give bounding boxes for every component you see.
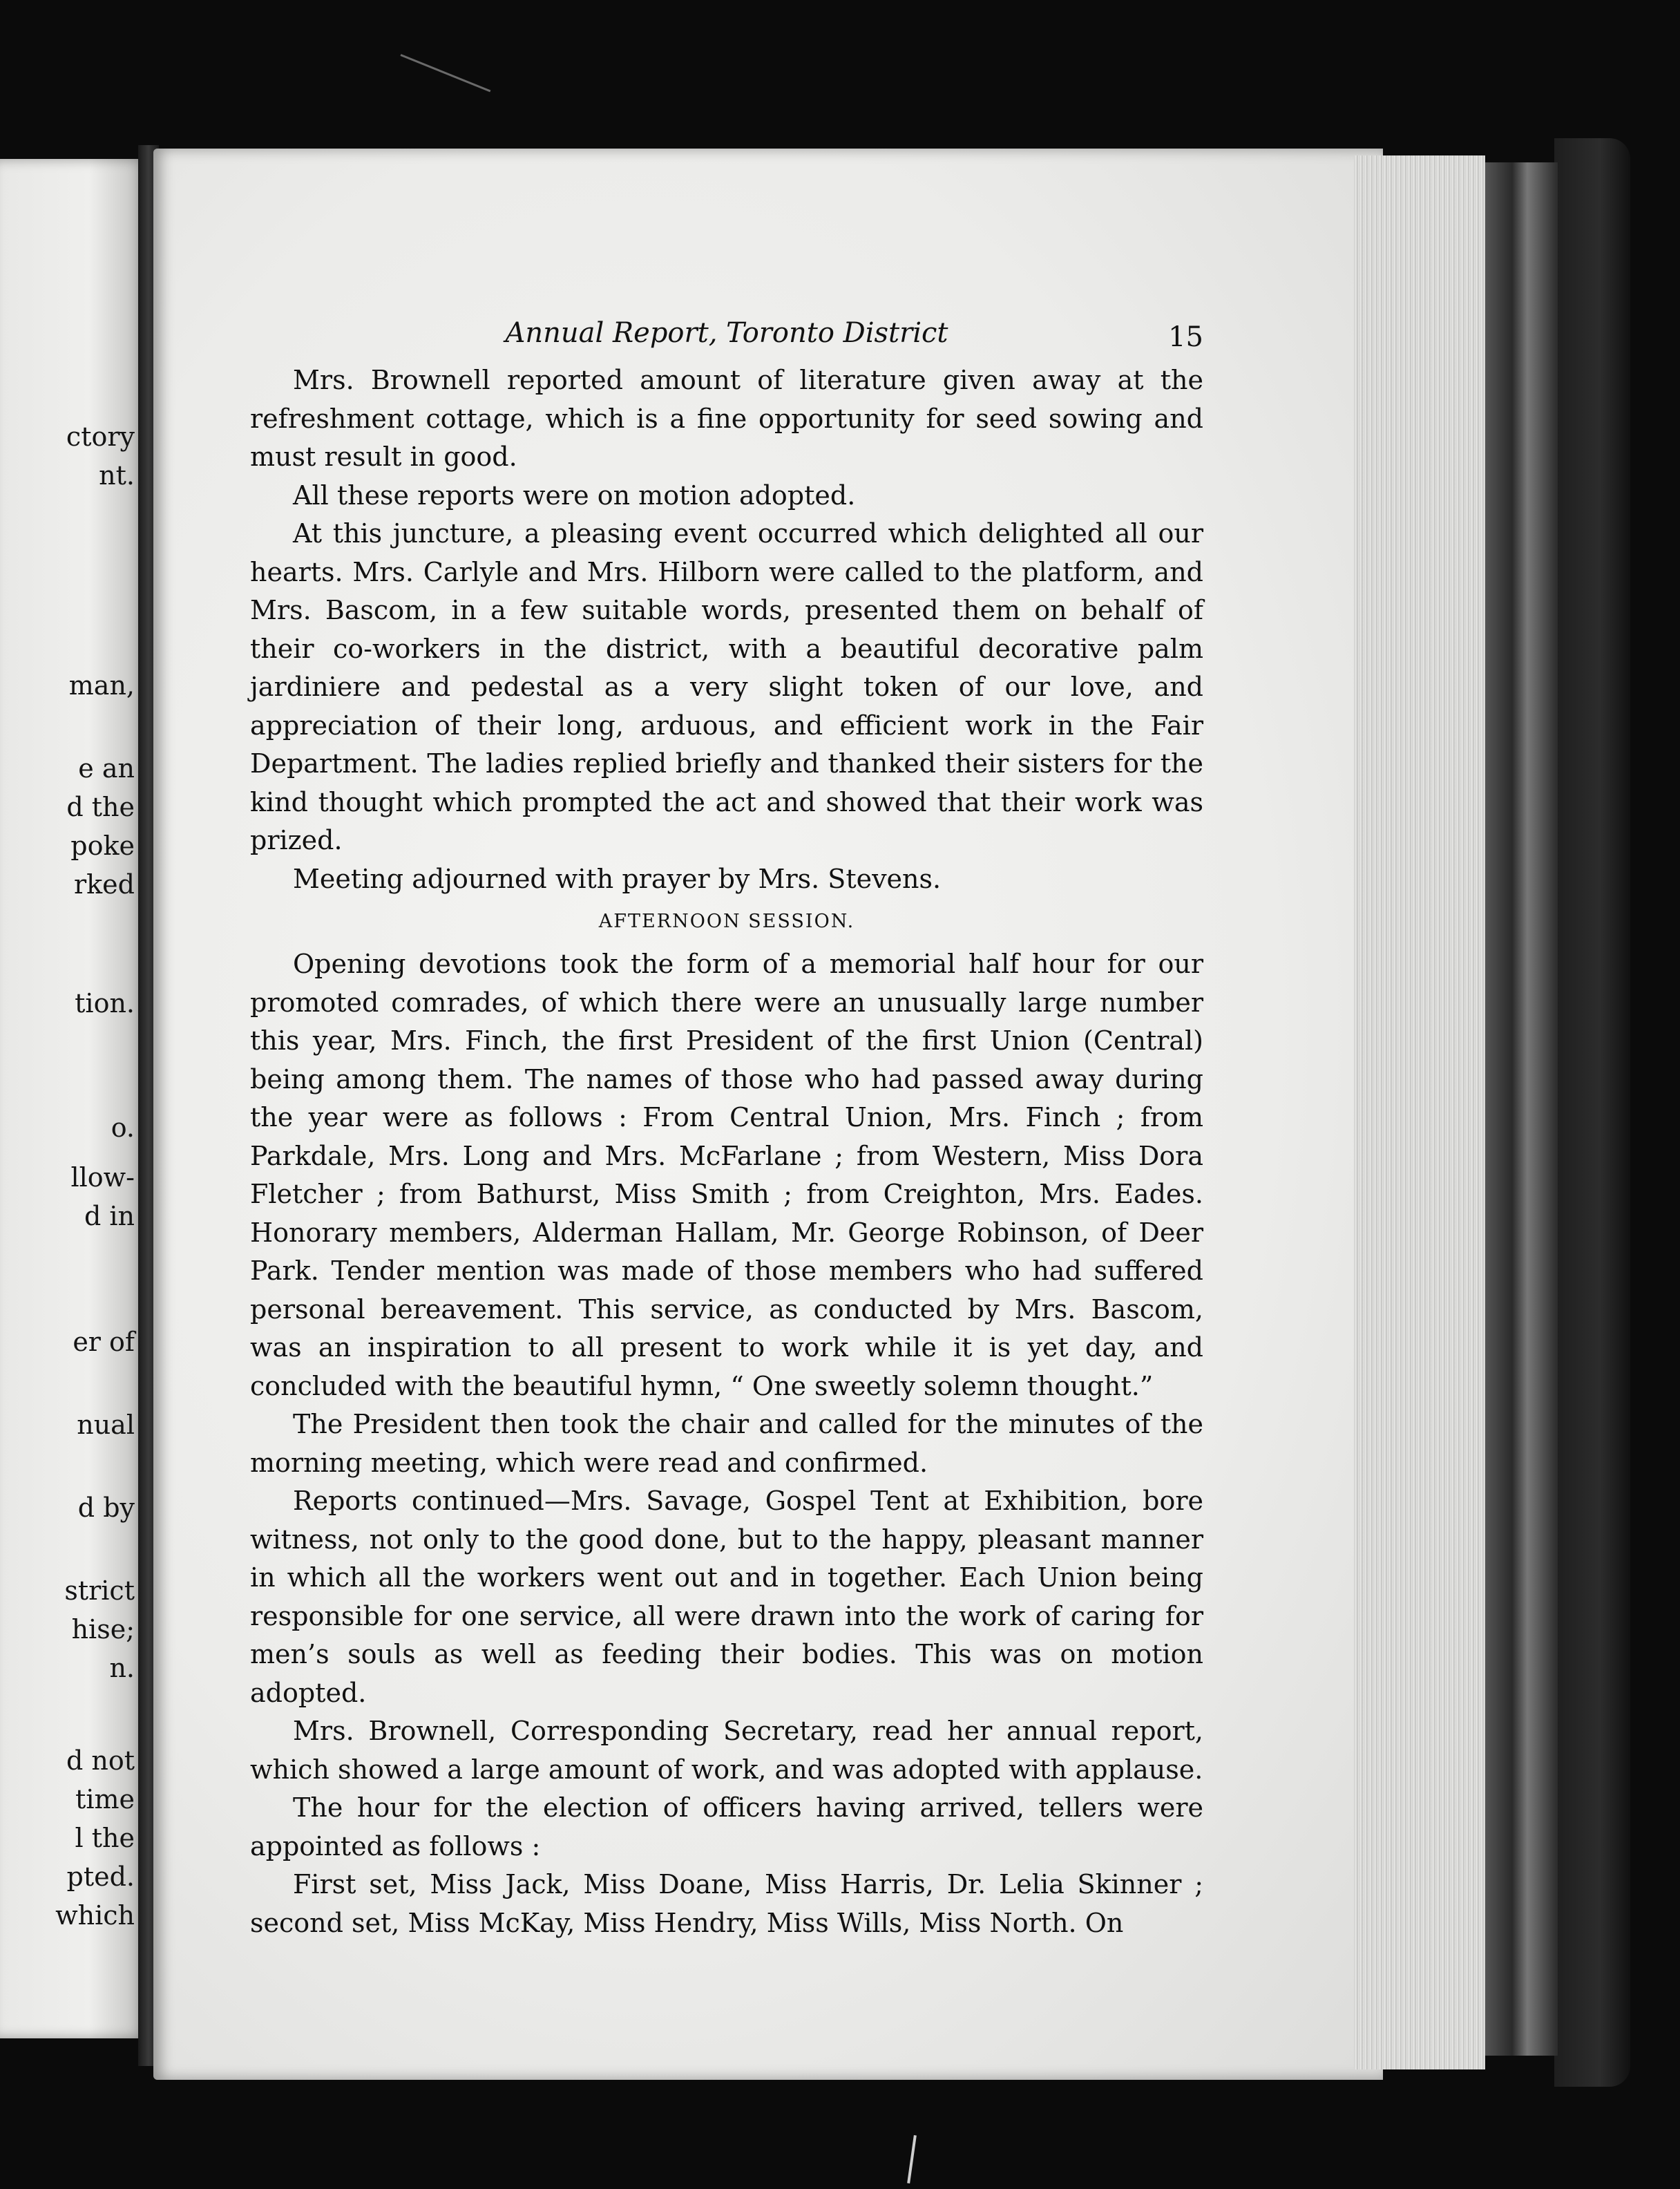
- paragraph: Mrs. Brownell, Corresponding Secretary, read her annual report, which showed a large amount of work, and was adopted with applause.: [250, 1716, 1203, 1785]
- left-fragment: d the: [66, 792, 135, 822]
- left-fragment: rked: [73, 869, 135, 900]
- left-fragment: man,: [68, 670, 135, 701]
- left-fragment: nt.: [99, 460, 135, 491]
- page-block-shadow: [1482, 162, 1558, 2056]
- running-head: [250, 314, 1203, 356]
- paragraph: Reports continued—Mrs. Savage, Gospel Tent at Exhibition, bore witness, not only to the good done, but to the happy, pleasant manner in which all the workers went out and in together. Each Union being responsible for one service, all were drawn into the work of caring for men’s souls as well as feeding their bodies. This was on motion adopted.: [250, 1486, 1203, 1708]
- left-fragment: poke: [70, 831, 135, 861]
- left-fragment: er of: [73, 1327, 135, 1357]
- previous-page-edge: [0, 159, 149, 2038]
- left-fragment: hise;: [71, 1614, 135, 1645]
- page-number: 15: [1168, 321, 1203, 353]
- paragraph: All these reports were on motion adopted.: [293, 480, 856, 511]
- left-fragment: o.: [111, 1112, 135, 1143]
- left-fragment: which: [55, 1900, 135, 1931]
- paragraph: Meeting adjourned with prayer by Mrs. Stevens.: [293, 863, 942, 894]
- paragraph: At this juncture, a pleasing event occurred which delighted all our hearts. Mrs. Carlyle and Mrs. Hilborn were called to the platform, and Mrs. Bascom, in a few suitable words, presented them on behalf of their co-workers in the district, with a beautiful decorative palm jardiniere and pedestal as a very slight token of our love, and appreciation of their long, arduous, and efficient work in the Fair Department. The ladies replied briefly and thanked their sisters for the kind thought which prompted the act and showed that their work was prized.: [250, 518, 1203, 855]
- left-fragment: llow-: [70, 1162, 135, 1193]
- film-mark: [907, 2135, 917, 2183]
- left-fragment: nual: [77, 1410, 135, 1440]
- left-fragment: pted.: [66, 1861, 135, 1892]
- page-text: [250, 314, 1203, 1942]
- left-fragment: tion.: [75, 988, 135, 1018]
- left-fragment: l the: [75, 1823, 135, 1853]
- left-fragment: e an: [78, 753, 135, 784]
- film-scratch: [400, 54, 490, 92]
- left-fragment: strict: [64, 1575, 135, 1606]
- book-cover-right: [1554, 138, 1630, 2087]
- left-fragment: d in: [84, 1201, 135, 1231]
- section-heading: AFTERNOON SESSION.: [598, 911, 855, 932]
- paragraph: The President then took the chair and called for the minutes of the morning meeting, which were read and confirmed.: [250, 1409, 1203, 1478]
- left-fragment: d by: [77, 1492, 135, 1523]
- left-fragment: n.: [109, 1653, 135, 1683]
- running-title: Annual Report, Toronto District: [505, 317, 948, 349]
- paragraph: Mrs. Brownell reported amount of literature given away at the refreshment cottage, which is a fine opportunity for seed sowing and must result in good.: [250, 365, 1203, 472]
- left-fragment: ctory: [66, 421, 135, 452]
- paragraph: Opening devotions took the form of a memorial half hour for our promoted comrades, of which there were an unusually large number this year, Mrs. Finch, the first President of the first Union (Central) being among them. The names of those who had passed away during the year were as follows : From Central Union, Mrs. Finch ; from Parkdale, Mrs. Long and Mrs. McFarlane ; from Western, Miss Dora Fletcher ; from Bathurst, Miss Smith ; from Creighton, Mrs. Eades. Honorary members, Alderman Hallam, Mr. George Robinson, of Deer Park. Tender mention was made of those members who had suffered personal bereavement. This service, as conducted by Mrs. Bascom, was an inspiration to all present to work while it is yet day, and concluded with the beautiful hymn, “ One sweetly solemn thought.”: [250, 949, 1203, 1401]
- left-fragment: time: [75, 1784, 135, 1814]
- left-fragment: d not: [66, 1745, 135, 1776]
- page-edges: [1354, 155, 1485, 2069]
- paragraph: First set, Miss Jack, Miss Doane, Miss Harris, Dr. Lelia Skinner ; second set, Miss McKay, Miss Hendry, Miss Wills, Miss North. On: [250, 1869, 1203, 1938]
- paragraph: The hour for the election of officers having arrived, tellers were appointed as follows :: [250, 1792, 1203, 1861]
